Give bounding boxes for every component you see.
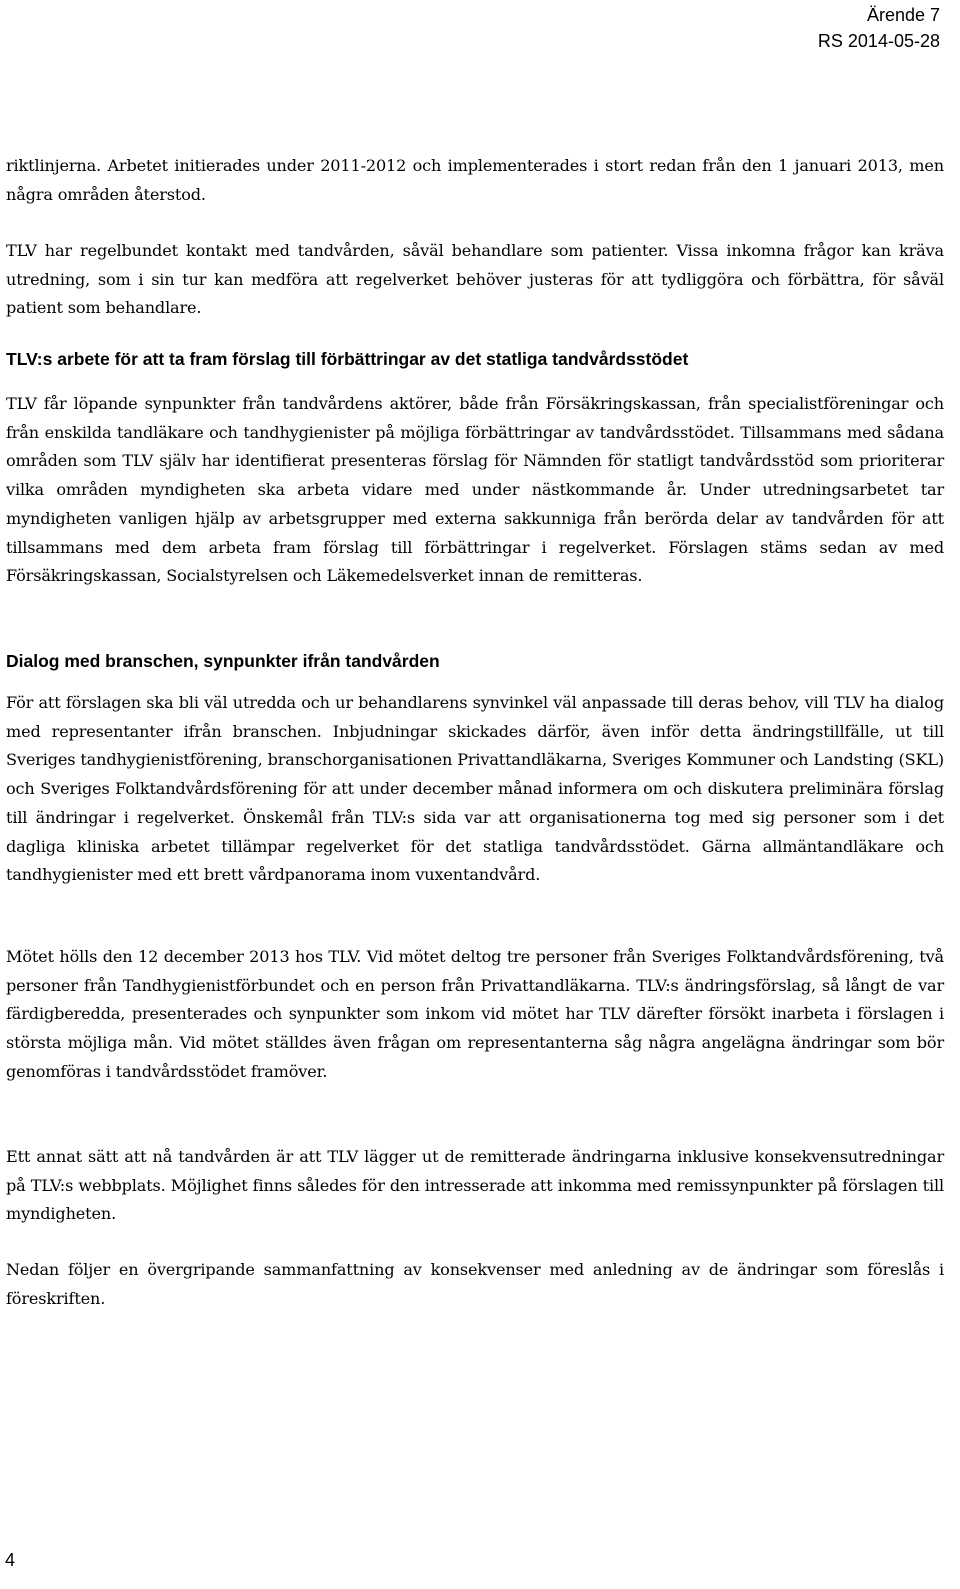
paragraph-2: TLV har regelbundet kontakt med tandvården, såväl behandlare som patienter. Vissa inkomna frågor kan kräva utredning, som i sin tur kan medföra att regelverket behöver justeras för att tydliggöra och förbättra, för såväl patient som behandlare. xyxy=(6,241,944,318)
section-heading-tlv-work: TLV:s arbete för att ta fram förslag till förbättringar av det statliga tandvårdsstödet xyxy=(6,349,689,369)
case-number: Ärende 7 xyxy=(866,5,940,25)
paragraph-5: Mötet hölls den 12 december 2013 hos TLV. Vid mötet deltog tre personer från Sveriges Folktandvårdsförening, två personer från Tandhygienistförbundet och en person från Privattandläkarna. TLV:s ändringsförslag, så långt de var färdigberedda, presenterades och synpunkter som inkom vid mötet har TLV därefter försökt inarbeta i förslagen i största möjliga mån. Vid mötet ställdes även frågan om representanterna såg några angelägna ändringar som bör genomföras i tandvårdsstödet framöver. xyxy=(6,947,944,1081)
paragraph-3: TLV får löpande synpunkter från tandvårdens aktörer, både från Försäkringskassan, från specialistföreningar och från enskilda tandläkare och tandhygienister på möjliga förbättringar av tandvårdsstödet. Tillsammans med sådana områden som TLV själv har identifierat presenteras förslag för Nämnden för statligt tandvårdsstöd som prioriterar vilka områden myndigheten ska arbeta vidare med under nästkommande år. Under utredningsarbetet tar myndigheten vanligen hjälp av arbetsgrupper med externa sakkunniga från berörda delar av tandvården för att tillsammans med dem arbeta fram förslag till förbättringar i regelverket. Förslagen stäms sedan av med Försäkringskassan, Socialstyrelsen och Läkemedelsverket innan de remitteras. xyxy=(6,394,944,586)
paragraph-7: Nedan följer en övergripande sammanfattning av konsekvenser med anledning av de ändringar som föreslås i föreskriften. xyxy=(6,1260,944,1308)
meeting-reference: RS 2014-05-28 xyxy=(817,31,940,51)
paragraph-4: För att förslagen ska bli väl utredda och ur behandlarens synvinkel väl anpassade till deras behov, vill TLV ha dialog med representanter ifrån branschen. Inbjudningar skickades därför, även inför detta ändringstillfälle, ut till Sveriges tandhygienistförening, branschorganisationen Privattandläkarna, Sveriges Kommuner och Landsting (SKL) och Sveriges Folktandvårdsförening för att under december månad informera om och diskutera preliminära förslag till ändringar i regelverket. Önskemål från TLV:s sida var att organisationerna tog med sig personer som i det dagliga kliniska arbetet tillämpar regelverket för det statliga tandvårdsstödet. Gärna allmäntandläkare och tandhygienister med ett brett vårdpanorama inom vuxentandvård. xyxy=(6,693,944,885)
section-heading-dialog: Dialog med branschen, synpunkter ifrån tandvården xyxy=(6,651,440,671)
page-number: 4 xyxy=(5,1550,16,1570)
paragraph-6: Ett annat sätt att nå tandvården är att TLV lägger ut de remitterade ändringarna inklusive konsekvensutredningar på TLV:s webbplats. Möjlighet finns således för den intresserade att inkomma med remissynpunkter på förslagen till myndigheten. xyxy=(6,1147,944,1224)
paragraph-1: riktlinjerna. Arbetet initierades under 2011-2012 och implementerades i stort redan från den 1 januari 2013, men några områden återstod. xyxy=(6,156,944,204)
page-header xyxy=(818,2,940,54)
